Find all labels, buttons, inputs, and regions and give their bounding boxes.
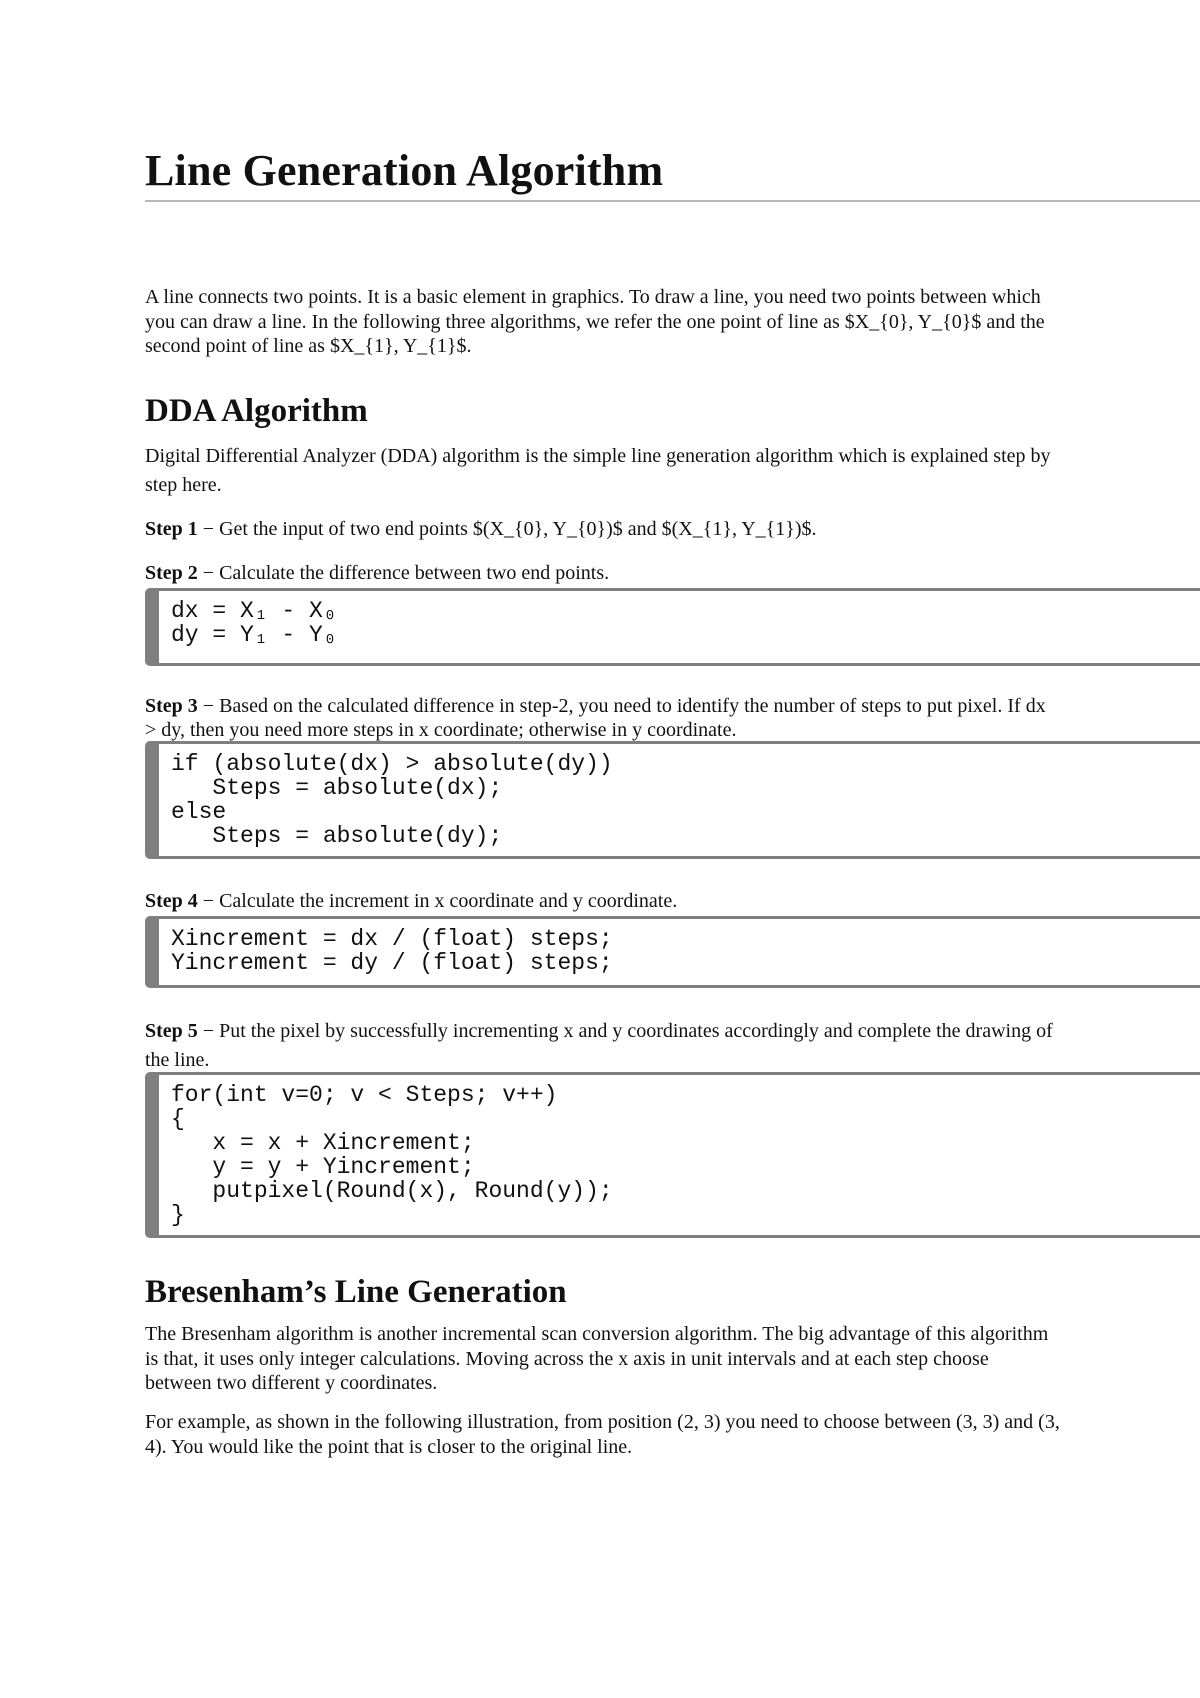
dda-step-3	[145, 694, 1060, 742]
dda-description: Digital Differential Analyzer (DDA) algorithm is the simple line generation algorithm which is explained step by step here.	[145, 445, 1051, 496]
code-block-increment: Xincrement = dx / (float) steps; Yincrement = dy / (float) steps;	[145, 916, 1200, 988]
code-block-steps: if (absolute(dx) > absolute(dy)) Steps = absolute(dx); else Steps = absolute(dy);	[145, 741, 1200, 859]
dda-step-1	[145, 517, 1060, 541]
bresenham-paragraph-1: The Bresenham algorithm is another incremental scan conversion algorithm. The big advantage of this algorithm is that, it uses only integer calculations. Moving across the x axis in unit intervals and at each step choose between two different y coordinates.	[145, 1323, 1049, 1394]
step-label: Step 4	[145, 890, 198, 912]
step-label: Step 3	[145, 695, 198, 717]
step-text: − Get the input of two end points $(X_{0}, Y_{0})$ and $(X_{1}, Y_{1})$.	[197, 518, 817, 540]
step-text: − Calculate the difference between two end points.	[197, 562, 610, 584]
step-label: Step 5	[145, 1020, 198, 1042]
document-page	[145, 0, 1200, 1698]
code-block-difference: dx = X₁ - X₀ dy = Y₁ - Y₀	[145, 588, 1200, 666]
step-label: Step 2	[145, 562, 198, 584]
page-title: Line Generation Algorithm	[145, 146, 664, 195]
intro-paragraph: A line connects two points. It is a basic element in graphics. To draw a line, you need two points between which you can draw a line. In the following three algorithms, we refer the one point of line as $X_{0}, Y_{0}$ and the second point of line as $X_{1}, Y_{1}$.	[145, 286, 1045, 357]
step-label: Step 1	[145, 518, 198, 540]
step-text: − Put the pixel by successfully incrementing x and y coordinates accordingly and complete the drawing of the line.	[145, 1020, 1053, 1071]
step-text: − Calculate the increment in x coordinate and y coordinate.	[197, 890, 678, 912]
step-text: − Based on the calculated difference in step-2, you need to identify the number of steps to put pixel. If dx > dy, then you need more steps in x coordinate; otherwise in y coordinate.	[145, 695, 1046, 741]
bresenham-paragraph-2: For example, as shown in the following illustration, from position (2, 3) you need to choose between (3, 3) and (3, 4). You would like the point that is closer to the original line.	[145, 1411, 1060, 1458]
dda-step-4	[145, 889, 1060, 913]
dda-heading: DDA Algorithm	[145, 393, 368, 429]
bresenham-heading: Bresenham’s Line Generation	[145, 1274, 567, 1310]
title-divider	[145, 200, 1200, 202]
dda-step-5	[145, 1017, 1060, 1075]
code-block-loop: for(int v=0; v < Steps; v++) { x = x + Xincrement; y = y + Yincrement; putpixel(Round(x), Round(y)); }	[145, 1072, 1200, 1238]
dda-step-2	[145, 561, 1060, 585]
